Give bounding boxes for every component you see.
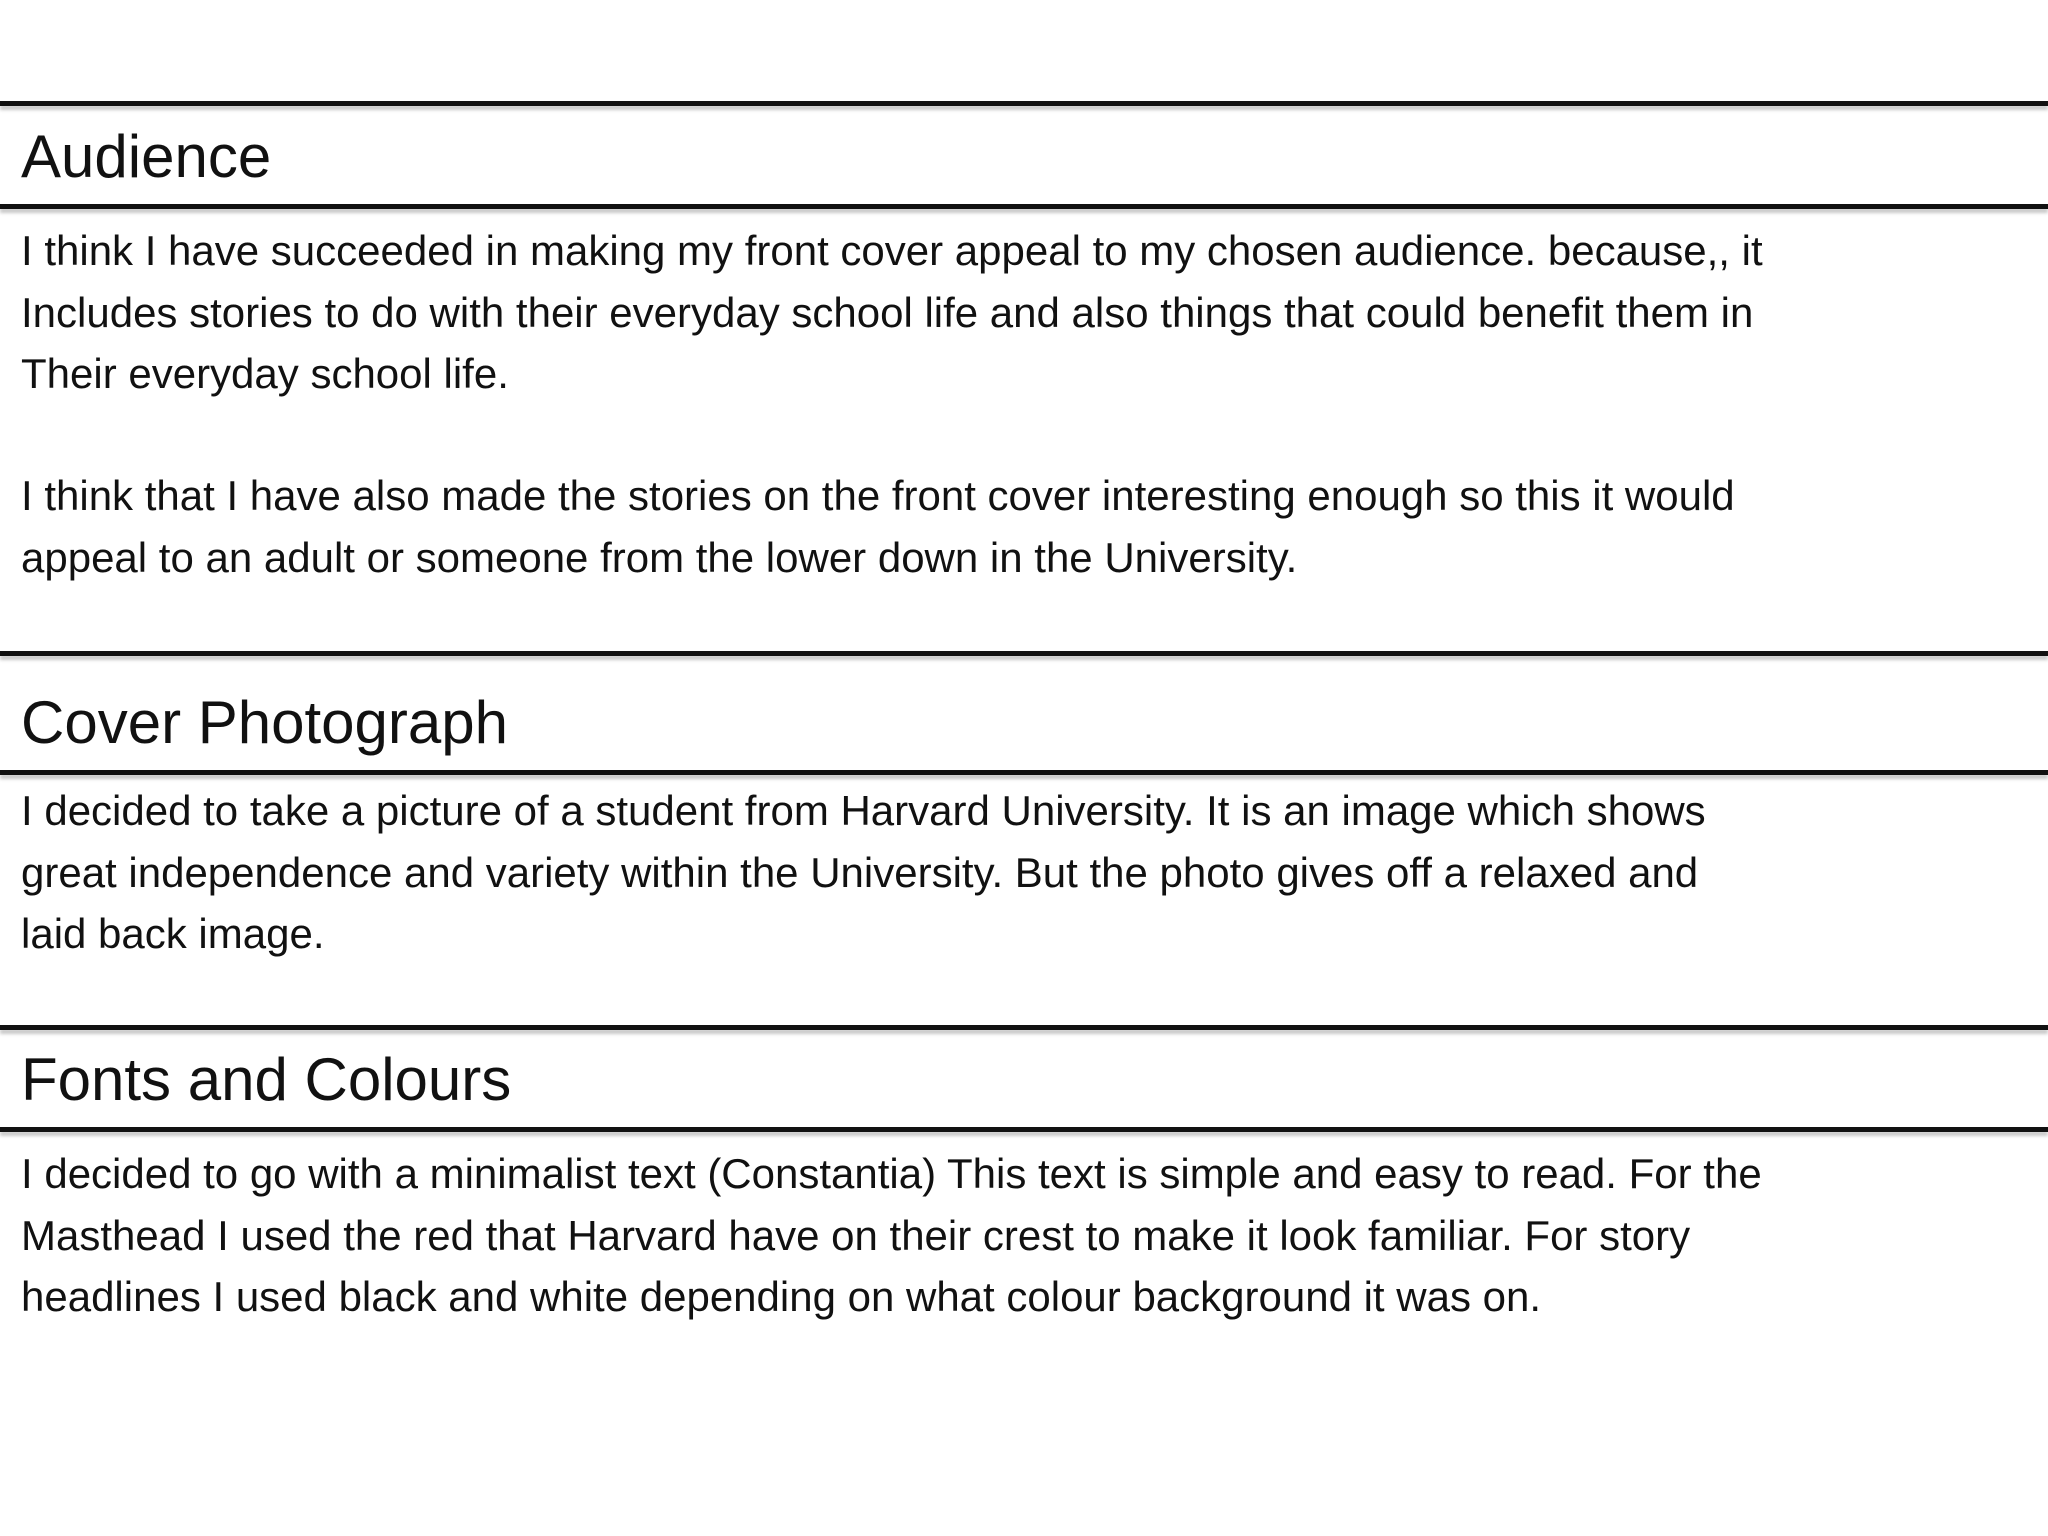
section-divider-bottom-cover-photograph: [0, 770, 2048, 775]
section-paragraph-audience-2: I think that I have also made the stories on the front cover interesting enough so this it would appeal to an adult or someone from the lower down in the University.: [21, 472, 1735, 581]
section-paragraph-cover-photograph: I decided to take a picture of a student from Harvard University. It is an image which shows great independence and variety within the University. But the photo gives off a relaxed and laid back image.: [21, 787, 1706, 957]
section-divider-top-cover-photograph: [0, 651, 2048, 656]
section-heading-cover-photograph: Cover Photograph: [21, 689, 508, 756]
section-divider-bottom-audience: [0, 204, 2048, 209]
section-paragraph-audience-1: I think I have succeeded in making my front cover appeal to my chosen audience. because,, it Includes stories to do with their everyday school life and also things that could benefit them in Their everyday school life.: [21, 227, 1763, 397]
section-heading-fonts-and-colours: Fonts and Colours: [21, 1046, 512, 1113]
section-divider-bottom-fonts-and-colours: [0, 1127, 2048, 1132]
section-divider-top-fonts-and-colours: [0, 1025, 2048, 1030]
section-paragraph-fonts-and-colours: I decided to go with a minimalist text (Constantia) This text is simple and easy to read. For the Masthead I used the red that Harvard have on their crest to make it look familiar. For story headlines I used black and white depending on what colour background it was on.: [21, 1150, 1762, 1320]
section-divider-top-audience: [0, 101, 2048, 106]
section-heading-audience: Audience: [21, 123, 272, 190]
